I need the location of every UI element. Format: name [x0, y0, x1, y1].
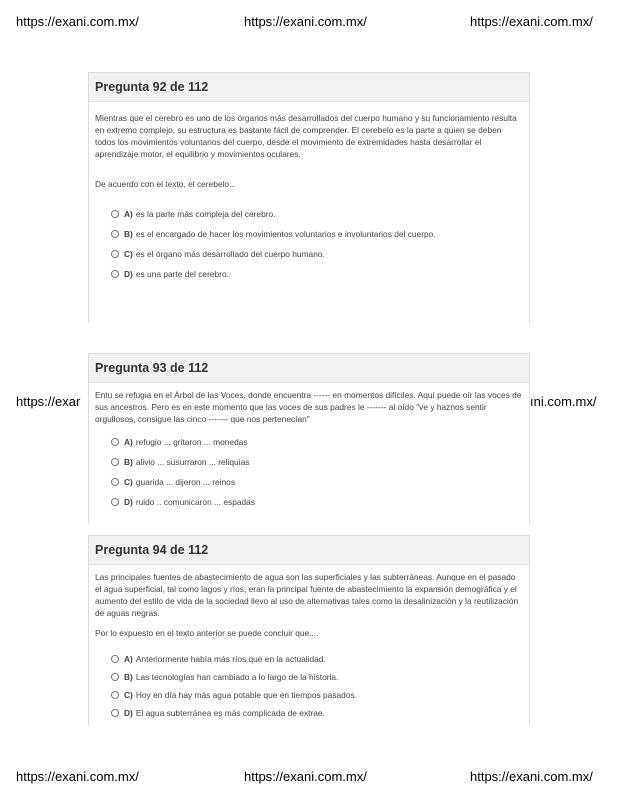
option-c[interactable]: [95, 248, 523, 260]
radio-icon[interactable]: [111, 478, 119, 486]
option-letter: A): [124, 437, 133, 447]
watermark-bottom-left: https://exani.com.mx/: [16, 769, 139, 784]
answer-options: [95, 208, 523, 280]
option-d[interactable]: [95, 707, 523, 719]
question-title: Pregunta 93 de 112: [89, 354, 529, 383]
option-letter: B): [124, 457, 133, 467]
radio-icon[interactable]: [111, 709, 119, 717]
radio-icon[interactable]: [111, 691, 119, 699]
option-c[interactable]: [95, 689, 523, 701]
radio-icon[interactable]: [111, 458, 119, 466]
question-card-93: [88, 353, 530, 524]
radio-icon[interactable]: [111, 230, 119, 238]
question-passage: Entu se refugia en el Árbol de las Voces, donde encuentra ------ en momentos difíciles. Aquí puede oír las voces de sus ancestros. Pero es en este momento que las voces de sus padres le ------- al oído "ve y haznos sentir orgullosos, consigue las cinco ------- que nos pertenecían": [95, 390, 522, 424]
option-a[interactable]: [95, 653, 523, 665]
question-card-92: [88, 72, 530, 323]
radio-icon[interactable]: [111, 210, 119, 218]
option-b[interactable]: [95, 456, 523, 468]
option-text: ruido .. comunicaron ... espadas: [135, 497, 256, 507]
option-text: es el encargado de hacer los movimientos voluntarios e involuntarios del cuerpo.: [135, 229, 436, 239]
option-a[interactable]: [95, 208, 523, 220]
radio-icon[interactable]: [111, 655, 119, 663]
question-passage: Mientras que el cerebro es uno de los órganos más desarrollados del cuerpo humano y su funcionamiento resulta en extremo complejo, su estructura es bastante fácil de comprender. El cerebelo es la parte a quien se deben todos los movimientos voluntarios del cuerpo, desde el movimiento de extremidades hasta desarrollar el aprendizaje motor, el equilibrio y movimientos oculares.: [95, 113, 517, 159]
option-text: es el órgano más desarrollado del cuerpo humano.: [135, 249, 325, 259]
radio-icon[interactable]: [111, 250, 119, 258]
watermark-top-left: https://exani.com.mx/: [16, 14, 139, 29]
watermark-bottom-right: https://exani.com.mx/: [470, 769, 593, 784]
option-text: alivio ... susurraron ... reliquias: [135, 457, 250, 467]
option-b[interactable]: [95, 228, 523, 240]
question-prompt: De acuerdo con el texto, el cerebelo...: [95, 179, 237, 189]
option-letter: D): [124, 708, 133, 718]
watermark-top-right: https://exani.com.mx/: [470, 14, 593, 29]
question-title: Pregunta 94 de 112: [89, 536, 529, 565]
option-letter: B): [124, 229, 133, 239]
option-letter: A): [124, 654, 133, 664]
option-letter: A): [124, 209, 133, 219]
option-text: es la parte más compleja del cerebro.: [135, 209, 276, 219]
watermark-mid-left: https://exar: [16, 394, 81, 409]
option-text: Anteriormente había más ríos que en la actualidad.: [135, 654, 326, 664]
option-letter: C): [124, 690, 133, 700]
watermark-top-center: https://exani.com.mx/: [244, 14, 367, 29]
option-a[interactable]: [95, 436, 523, 448]
question-passage: Las principales fuentes de abastecimiento de agua son las superficiales y las subterráneas. Aunque en el pasado el agua superficial, tal como lagos y ríos, eran la principal fuente de abastecimiento la expansión demográfica y el aumento del estilo de vida de la sociedad llevo al uso de alternativas tales como la desalinización y la reutilización de aguas negras.: [95, 572, 519, 618]
option-b[interactable]: [95, 671, 523, 683]
radio-icon[interactable]: [111, 270, 119, 278]
option-letter: C): [124, 249, 133, 259]
answer-options: [95, 436, 523, 508]
answer-options: [95, 653, 523, 719]
option-d[interactable]: [95, 268, 523, 280]
question-title: Pregunta 92 de 112: [89, 73, 529, 102]
option-letter: D): [124, 497, 133, 507]
option-letter: B): [124, 672, 133, 682]
option-text: guarida ... dijeron ... reinos: [135, 477, 236, 487]
question-prompt: Por lo expuesto en el texto anterior se puede concluir que....: [95, 628, 319, 638]
option-letter: C): [124, 477, 133, 487]
option-text: refugio ... gritaron ... monedas: [135, 437, 248, 447]
question-card-94: [88, 535, 530, 726]
option-letter: D): [124, 269, 133, 279]
option-text: El agua subterránea es más complicada de extrae.: [135, 708, 325, 718]
radio-icon[interactable]: [111, 673, 119, 681]
option-d[interactable]: [95, 496, 523, 508]
watermark-bottom-center: https://exani.com.mx/: [244, 769, 367, 784]
option-text: es una parte del cerebro.: [135, 269, 229, 279]
watermark-mid-right: ıni.com.mx/: [530, 394, 597, 409]
radio-icon[interactable]: [111, 498, 119, 506]
option-text: Hoy en día hay más agua potable que en tiempos pasados.: [135, 690, 358, 700]
option-c[interactable]: [95, 476, 523, 488]
option-text: Las tecnologías han cambiado a lo largo de la historia.: [135, 672, 339, 682]
radio-icon[interactable]: [111, 438, 119, 446]
